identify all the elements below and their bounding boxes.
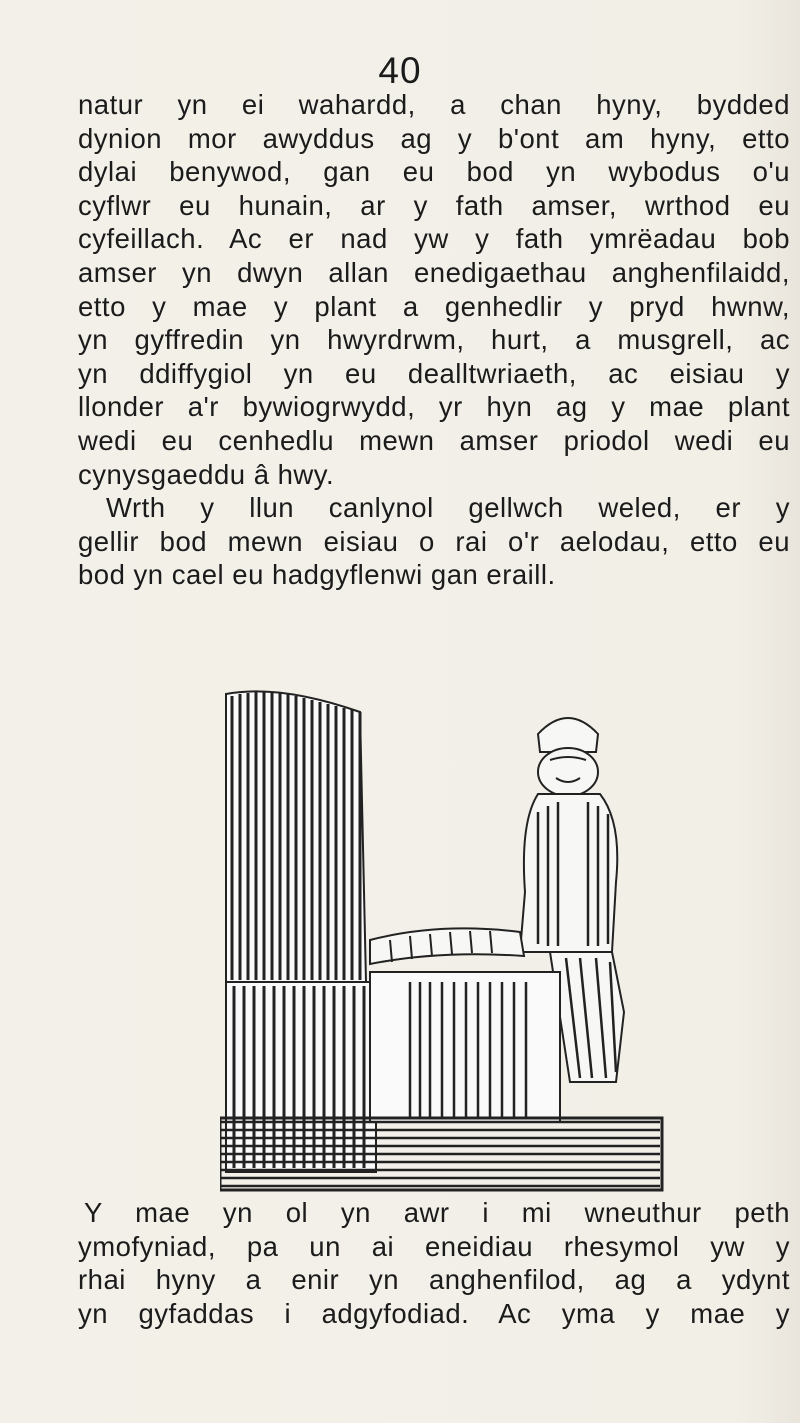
engraving-illustration — [220, 682, 666, 1194]
text-line: Y mae yn ol yn awr i mi wneuthur peth — [84, 1197, 790, 1228]
text-line: cyflwr eu hunain, ar y fath amser, wrthod eu — [78, 189, 790, 221]
text-line: etto y mae y plant a genhedlir y pryd hwnw, — [78, 290, 790, 322]
text-line: Wrth y llun canlynol gellwch weled, er y — [106, 492, 790, 524]
text-line: yn gyfaddas i adgyfodiad. Ac yma y mae y — [78, 1297, 790, 1329]
text-line: natur yn ei wahardd, a chan hyny, bydded — [78, 89, 790, 120]
text-line: gellir bod mewn eisiau o rai o'r aelodau, etto eu — [78, 525, 790, 557]
text-line: yn ddiffygiol yn eu dealltwriaeth, ac eisiau y — [78, 357, 790, 389]
text-line: amser yn dwyn allan enedigaethau anghenfilaidd, — [78, 256, 790, 288]
text-line: dynion mor awyddus ag y b'ont am hyny, etto — [78, 122, 790, 154]
text-line: llonder a'r bywiogrwydd, yr hyn ag y mae plant — [78, 391, 790, 423]
text-line: rhai hyny a enir yn anghenfilod, ag a ydynt — [78, 1264, 790, 1296]
text-line: bod yn cael eu hadgyflenwi gan eraill. — [78, 559, 556, 591]
page-number: 40 — [378, 50, 422, 91]
text-line: ymofyniad, pa un ai eneidiau rhesymol yw y — [78, 1230, 790, 1262]
body-text-bottom — [78, 1196, 790, 1330]
body-text-top — [78, 88, 790, 592]
text-line: cynysgaeddu â hwy. — [78, 458, 335, 490]
text-line: wedi eu cenhedlu mewn amser priodol wedi eu — [78, 424, 790, 456]
text-line: yn gyffredin yn hwyrdrwm, hurt, a musgrell, ac — [78, 324, 790, 356]
text-line: dylai benywod, gan eu bod yn wybodus o'u — [78, 156, 790, 188]
text-line: cyfeillach. Ac er nad yw y fath ymrëadau bob — [78, 223, 790, 255]
